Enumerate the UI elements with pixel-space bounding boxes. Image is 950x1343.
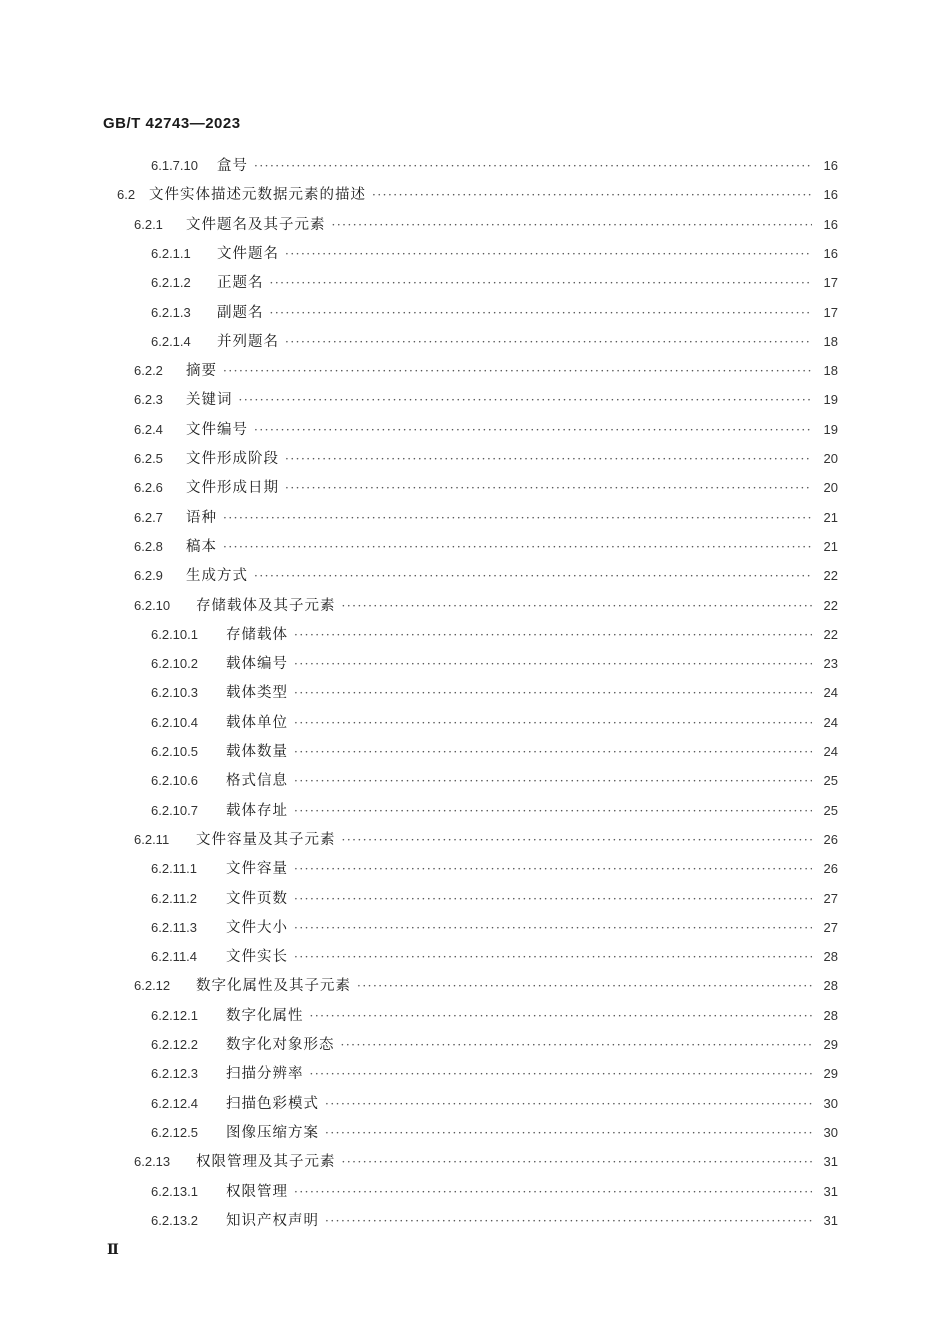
toc-entry-page: 24 [823,685,838,701]
toc-entry-title: 图像压缩方案 [226,1124,319,1141]
toc-entry-title: 文件形成阶段 [186,451,279,467]
toc-entry-title: 数字化对象形态 [226,1037,335,1053]
toc-entry[interactable] [151,945,838,967]
toc-leader-dots [223,364,812,378]
toc-entry-title: 文件实长 [226,949,288,966]
toc-entry-page: 24 [823,714,838,730]
toc-leader-dots [294,774,812,788]
toc-entry-number: 6.2.1.4 [151,333,191,349]
toc-entry-page: 17 [823,304,838,320]
toc-leader-dots [285,481,812,495]
toc-entry-title: 文件题名 [217,245,279,262]
toc-entry-title: 文件实体描述元数据元素的描述 [149,187,366,204]
toc-entry-title: 文件题名及其子元素 [186,216,326,233]
toc-entry[interactable] [151,740,838,762]
toc-entry-page: 24 [823,744,838,759]
toc-entry-number: 6.2.2 [134,363,163,379]
toc-entry[interactable] [134,535,838,557]
toc-entry-title: 盒号 [217,158,248,174]
toc-entry-title: 载体单位 [226,714,288,731]
toc-entry-page: 18 [823,333,838,349]
toc-entry[interactable] [151,1004,838,1026]
toc-entry[interactable] [134,418,838,440]
toc-entry-page: 25 [823,773,838,789]
toc-entry-page: 22 [823,626,838,642]
toc-entry-number: 6.2.6 [134,480,163,496]
toc-entry[interactable] [117,183,838,205]
toc-entry[interactable] [151,301,838,323]
toc-entry-page: 29 [823,1037,838,1052]
toc-entry-title: 文件页数 [226,890,288,907]
toc-entry-page: 16 [823,216,838,232]
toc-entry-page: 16 [823,187,838,203]
toc-leader-dots [294,745,812,759]
page-number-footer: Ⅱ [107,1243,119,1258]
toc-entry-number: 6.2.12.2 [151,1037,198,1052]
toc-entry-number: 6.2.12.3 [151,1066,198,1082]
toc-entry-number: 6.2.3 [134,392,163,408]
toc-leader-dots [223,511,812,525]
toc-entry-page: 21 [823,509,838,525]
toc-entry-page: 31 [823,1154,838,1170]
toc-entry[interactable] [151,1209,838,1231]
toc-leader-dots [325,1097,812,1111]
toc-entry-page: 16 [823,158,838,173]
toc-entry[interactable] [151,711,838,733]
toc-entry[interactable] [151,154,838,176]
toc-entry[interactable] [134,974,838,996]
toc-leader-dots [342,833,813,847]
toc-entry-page: 27 [823,890,838,906]
toc-entry-title: 副题名 [217,304,264,321]
toc-entry-number: 6.2.7 [134,509,163,525]
toc-entry-number: 6.2.11 [134,831,170,847]
toc-entry-page: 25 [823,802,838,818]
toc-entry[interactable] [134,1150,838,1172]
toc-entry-number: 6.2.5 [134,451,163,466]
toc-entry-number: 6.2.8 [134,538,163,554]
toc-entry[interactable] [134,564,838,586]
toc-entry-number: 6.2.11.1 [151,861,198,877]
toc-leader-dots [285,247,812,261]
toc-entry-page: 17 [823,275,838,291]
toc-entry[interactable] [151,652,838,674]
toc-entry[interactable] [151,330,838,352]
toc-entry[interactable] [134,476,838,498]
toc-entry-number: 6.2.12.5 [151,1124,198,1140]
toc-entry-page: 19 [823,392,838,408]
toc-entry[interactable] [134,213,838,235]
toc-entry-page: 16 [823,245,838,261]
toc-entry-title: 关键词 [186,392,233,409]
toc-entry-title: 权限管理及其子元素 [196,1154,336,1171]
toc-leader-dots [294,921,812,935]
toc-entry[interactable] [151,242,838,264]
toc-leader-dots [294,804,812,818]
toc-leader-dots [239,393,813,407]
toc-entry-title: 文件编号 [186,421,248,438]
toc-leader-dots [270,276,813,290]
toc-entry-title: 并列题名 [217,333,279,350]
toc-entry-title: 扫描分辨率 [226,1066,304,1083]
toc-leader-dots [285,452,812,466]
toc-leader-dots [310,1067,813,1081]
toc-entry[interactable] [151,799,838,821]
toc-entry-number: 6.2.12.1 [151,1007,198,1023]
toc-entry-number: 6.2.1.1 [151,245,191,261]
toc-entry-title: 生成方式 [186,568,248,585]
toc-entry-title: 文件形成日期 [186,480,279,497]
toc-entry-number: 6.2.13 [134,1154,171,1170]
toc-entry[interactable] [151,857,838,879]
toc-entry-title: 格式信息 [226,773,288,790]
toc-entry-title: 存储载体 [226,626,288,643]
toc-entry[interactable] [151,1180,838,1202]
toc-entry[interactable] [134,506,838,528]
toc-entry-title: 载体数量 [226,744,288,760]
toc-entry-page: 30 [823,1124,838,1140]
toc-leader-dots [285,335,812,349]
toc-entry-number: 6.2.10.5 [151,744,198,759]
toc-entry-title: 知识产权声明 [226,1212,319,1229]
toc-entry-page: 30 [823,1095,838,1111]
toc-leader-dots [332,218,813,232]
toc-entry[interactable] [151,271,838,293]
toc-entry-page: 18 [823,363,838,379]
toc-entry-number: 6.2.9 [134,568,163,584]
toc-entry-number: 6.2.12 [134,978,171,994]
toc-leader-dots [294,686,812,700]
toc-leader-dots [325,1214,812,1228]
toc-entry-page: 23 [823,656,838,672]
toc-entry-page: 22 [823,568,838,584]
toc-entry-number: 6.2.1.2 [151,275,191,291]
toc-entry-page: 19 [823,421,838,437]
toc-entry-number: 6.2.13.2 [151,1212,198,1228]
standard-code-header: GB/T 42743—2023 [103,115,241,132]
toc-leader-dots [294,892,812,906]
toc-leader-dots [254,159,812,173]
toc-entry-number: 6.2.10.4 [151,714,198,730]
toc-entry-number: 6.2 [117,187,136,203]
toc-leader-dots [372,188,812,202]
toc-entry-title: 载体存址 [226,802,288,819]
toc-entry-page: 28 [823,949,838,965]
toc-entry-number: 6.2.12.4 [151,1095,198,1111]
toc-entry-number: 6.2.10.6 [151,773,198,789]
toc-entry-page: 31 [823,1183,838,1199]
toc-leader-dots [294,716,812,730]
toc-entry[interactable] [134,359,838,381]
toc-entry-title: 文件容量及其子元素 [196,831,336,848]
toc-entry-number: 6.2.10.2 [151,656,198,672]
toc-leader-dots [341,1038,813,1052]
toc-entry[interactable] [151,1033,838,1055]
toc-entry-number: 6.1.7.10 [151,158,198,173]
toc-entry-number: 6.2.10 [134,597,171,613]
toc-entry[interactable] [151,769,838,791]
toc-entry-title: 扫描色彩模式 [226,1095,319,1112]
toc-entry-page: 21 [823,538,838,554]
toc-entry[interactable] [134,447,838,469]
toc-entry-number: 6.2.11.2 [151,890,198,906]
toc-entry-title: 正题名 [217,275,264,292]
toc-entry-page: 22 [823,597,838,613]
toc-entry-title: 稿本 [186,538,217,555]
toc-entry-number: 6.2.4 [134,421,163,437]
toc-entry[interactable] [134,828,838,850]
toc-entry[interactable] [151,1092,838,1114]
toc-entry-number: 6.2.10.3 [151,685,198,701]
toc-leader-dots [294,657,812,671]
toc-leader-dots [294,862,812,876]
toc-entry[interactable] [151,623,838,645]
toc-entry-page: 31 [823,1212,838,1228]
toc-entry-title: 权限管理 [226,1183,288,1200]
toc-leader-dots [342,1155,813,1169]
toc-leader-dots [294,1185,812,1199]
toc-entry-page: 29 [823,1066,838,1082]
toc-entry[interactable] [151,1121,838,1143]
toc-entry-title: 摘要 [186,363,217,380]
toc-entry[interactable] [134,388,838,410]
toc-entry-number: 6.2.11.4 [151,949,198,965]
toc-entry-page: 28 [823,1007,838,1023]
toc-entry-title: 存储载体及其子元素 [196,597,336,614]
toc-entry-title: 文件容量 [226,861,288,878]
toc-entry[interactable] [151,916,838,938]
toc-entry[interactable] [134,594,838,616]
toc-entry[interactable] [151,1062,838,1084]
toc-leader-dots [223,540,812,554]
toc-entry-page: 20 [823,480,838,496]
toc-entry-page: 20 [823,451,838,466]
toc-leader-dots [294,628,812,642]
toc-leader-dots [325,1126,812,1140]
toc-entry-title: 载体编号 [226,656,288,673]
toc-leader-dots [270,306,813,320]
toc-entry[interactable] [151,681,838,703]
toc-leader-dots [254,569,812,583]
toc-entry-number: 6.2.1 [134,216,163,232]
toc-entry-title: 数字化属性及其子元素 [196,978,351,995]
toc-leader-dots [294,950,812,964]
toc-entry-title: 语种 [186,509,217,526]
toc-entry-number: 6.2.13.1 [151,1183,198,1199]
toc-leader-dots [342,599,813,613]
toc-entry-title: 数字化属性 [226,1007,304,1024]
toc-entry-number: 6.2.10.1 [151,626,198,642]
toc-entry-page: 28 [823,978,838,994]
toc-entry-number: 6.2.1.3 [151,304,191,320]
toc-entry-title: 载体类型 [226,685,288,702]
toc-entry-title: 文件大小 [226,919,288,936]
toc-entry-number: 6.2.10.7 [151,802,198,818]
toc-leader-dots [254,423,812,437]
toc-leader-dots [310,1009,813,1023]
toc-leader-dots [357,979,812,993]
toc-entry-number: 6.2.11.3 [151,919,198,935]
toc-entry-page: 26 [823,831,838,847]
toc-entry-page: 26 [823,861,838,877]
toc-entry[interactable] [151,887,838,909]
toc-entry-page: 27 [823,919,838,935]
